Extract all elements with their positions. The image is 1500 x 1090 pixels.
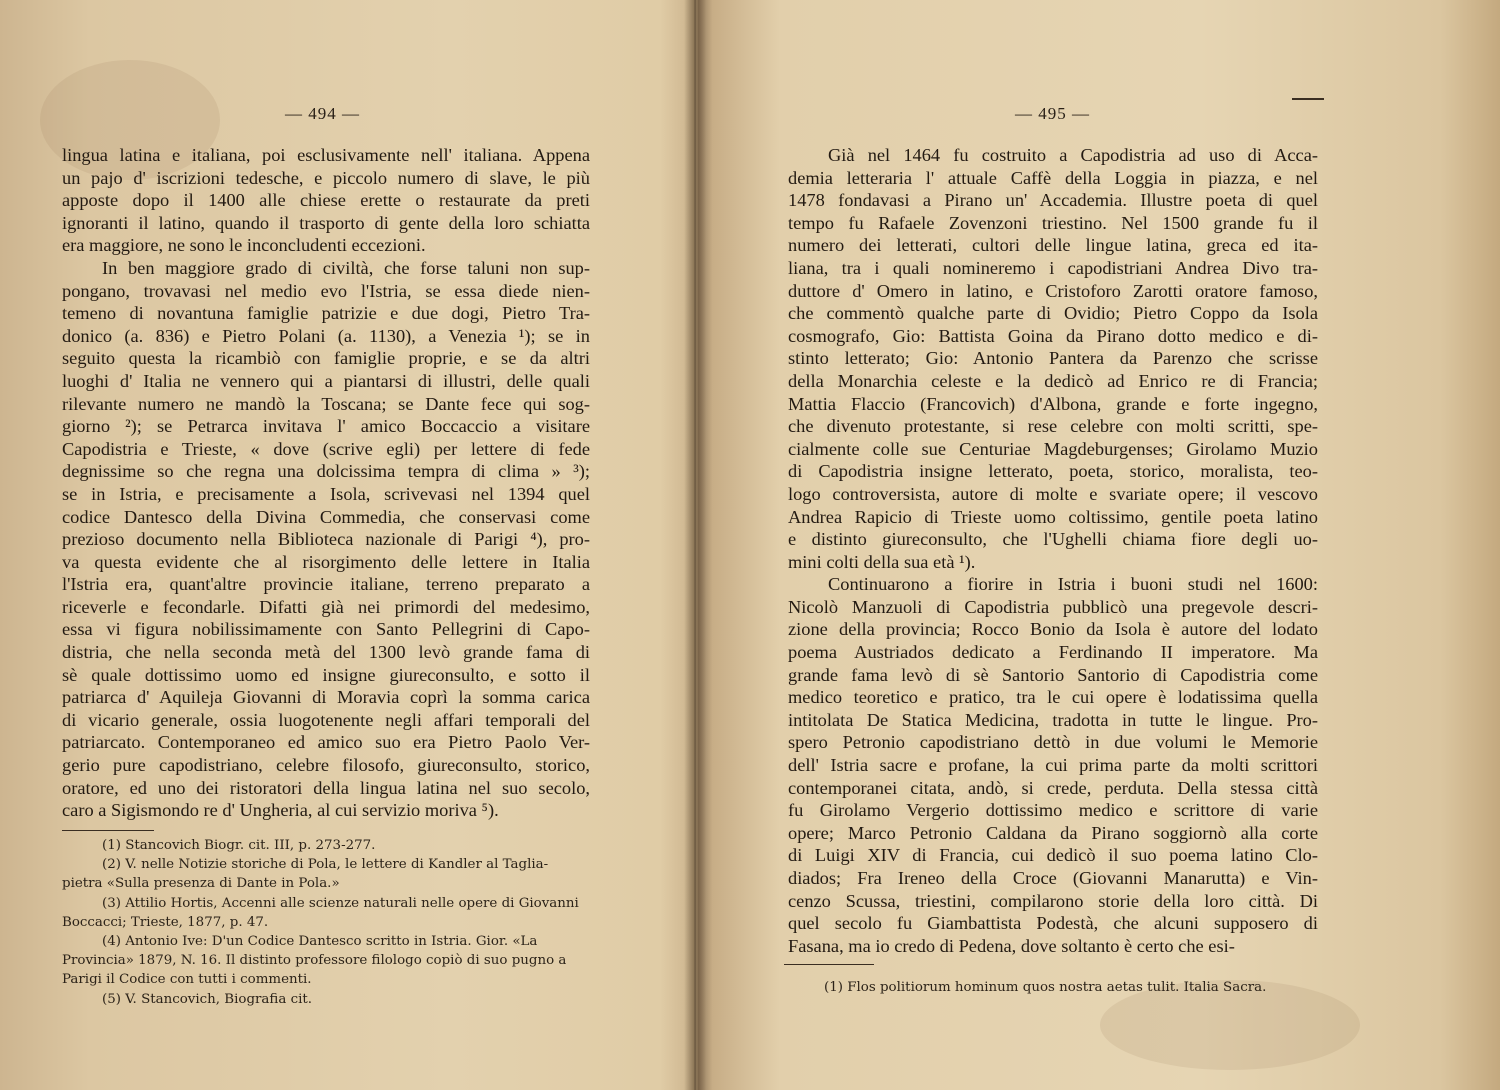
text-line: giorno ²); se Petrarca invitava l' amico Boccaccio a visitare [62, 416, 590, 437]
text-line: Nicolò Manzuoli di Capodistria pubblicò una pregevole descri- [788, 596, 1318, 617]
text-line: zione della provincia; Rocco Bonio da Isola è autore del lodato [788, 619, 1318, 640]
text-line: essa vi figura nobilissimamente con Santo Pellegrini di Capo- [62, 619, 590, 640]
text-line: che commentò qualche parte di Ovidio; Pietro Coppo da Isola [788, 303, 1318, 324]
text-line: poema Austriados dedicato a Ferdinando II imperatore. Ma [788, 642, 1318, 663]
text-line: duttore d' Omero in latino, e Cristoforo Zarotti oratore famoso, [788, 280, 1318, 301]
text-line: va questa evidente che al risorgimento delle lettere in Italia [62, 551, 590, 572]
left-page [0, 0, 690, 1090]
text-line: tempo fu Rafaele Zovenzoni triestino. Nel 1500 grande fu il [788, 212, 1318, 233]
footnotes [784, 978, 1320, 997]
text-line: distria, che nella seconda metà del 1300 levò grande fama di [62, 642, 590, 663]
text-line: logo controversista, autore di molte e svariate opere; il vescovo [788, 483, 1318, 504]
text-line: quel secolo fu Giambattista Podestà, che alcuni supposero di [788, 913, 1318, 934]
footnote-line: Boccacci; Trieste, 1877, p. 47. [62, 914, 269, 930]
text-line: Mattia Flaccio (Francovich) d'Albona, grande e forte ingegno, [788, 393, 1318, 414]
text-line: cenzo Scussa, triestini, compilarono storie della loro città. Di [788, 890, 1318, 911]
text-line: liana, tra i quali nomineremo i capodistriani Andrea Divo tra- [788, 257, 1318, 278]
right-page [700, 0, 1500, 1090]
text-line: grande fama levò di sè Santorio Santorio di Capodistria come [788, 664, 1318, 685]
footnote-line: (1) Stancovich Biogr. cit. III, p. 273-277. [102, 838, 376, 853]
text-line: numero dei letterati, cultori delle lingue latina, greca ed ita- [788, 235, 1318, 256]
text-line: era maggiore, ne sono le inconcludenti eccezioni. [62, 235, 426, 256]
text-line: demia letteraria l' attuale Caffè della Loggia in piazza, e nel [788, 167, 1318, 188]
text-line: temeno di novantuna famiglie patrizie e due dogi, Pietro Tra- [62, 303, 590, 324]
footnote-line: (3) Attilio Hortis, Accenni alle scienze naturali nelle opere di Giovanni [102, 895, 579, 911]
text-line: riceverle e fecondarle. Difatti già nei primordi del medesimo, [62, 596, 590, 617]
text-line: seguito questa la ricambiò con famiglie proprie, e se da altri [62, 348, 590, 369]
text-line: medico teoretico e pratico, tra le cui opere è lodatissima quella [788, 687, 1318, 708]
page-number: — 495 — [1015, 104, 1090, 123]
text-line: In ben maggiore grado di civiltà, che forse taluni non sup- [102, 257, 590, 278]
text-line: diados; Fra Ireneo della Croce (Giovanni Manarutta) e Vin- [788, 868, 1318, 888]
text-line: patriarcato. Contemporaneo ed amico suo era Pietro Paolo Ver- [62, 732, 590, 753]
text-line: fu Girolamo Vergerio dottissimo medico e scrittore di varie [788, 800, 1318, 821]
text-line: caro a Sigismondo re d' Ungheria, al cui servizio moriva ⁵). [62, 800, 499, 821]
text-line: dell' Istria sacre e profane, la cui prima parte da molti scrittori [788, 755, 1318, 776]
page-number: — 494 — [285, 104, 360, 123]
text-line: apposte dopo il 1400 alle chiese erette o restaurate da preti [62, 190, 590, 211]
text-line: cialmente colle sue Centuriae Magdeburgenses; Girolamo Muzio [788, 438, 1318, 459]
text-line: lingua latina e italiana, poi esclusivamente nell' italiana. Appena [62, 145, 590, 165]
text-line: patriarca d' Aquileja Giovanni di Moravia coprì la somma carica [62, 687, 590, 708]
text-line: opere; Marco Petronio Caldana da Pirano soggiornò alla corte [788, 822, 1318, 843]
text-line: e distinto giureconsulto, che l'Ughelli chiama fiore degli uo- [788, 529, 1318, 550]
text-line: intitolata De Statica Medicina, tradotta in tutte le lingue. Pro- [788, 709, 1318, 730]
footnote-rule [62, 830, 154, 831]
text-line: gerio pure capodistriano, celebre filosofo, giureconsulto, storico, [62, 755, 590, 776]
text-line: ignoranti il latino, quando il trasporto di gente della loro schiatta [62, 212, 590, 233]
footnote-line: (5) V. Stancovich, Biografia cit. [102, 991, 313, 1007]
text-line: stinto letterato; Gio: Antonio Pantera da Parenzo che scrisse [788, 348, 1318, 369]
corner-mark [1292, 98, 1324, 100]
page-body [788, 144, 1318, 957]
text-line: di vicario generale, ossia luogotenente negli affari temporali del [62, 709, 590, 730]
text-line: luoghi d' Italia ne vennero qui a piantarsi di illustri, delle quali [62, 370, 590, 391]
text-line: un pajo d' iscrizioni tedesche, e piccolo numero di slave, le più [62, 167, 590, 188]
text-line: Fasana, ma io credo di Pedena, dove soltanto è certo che esi- [788, 935, 1235, 956]
text-line: sè quale dottissimo uomo ed insigne giureconsulto, e sotto il [62, 664, 590, 685]
page-body [62, 144, 590, 822]
text-line: prezioso documento nella Biblioteca nazionale di Parigi ⁴), pro- [62, 529, 590, 550]
footnotes [62, 836, 598, 1009]
text-line: contemporanei citata, andò, si crede, perduta. Della stessa città [788, 777, 1318, 798]
text-line: pongano, trovavasi nel medio evo l'Istria, se essa diede nien- [62, 280, 590, 301]
text-line: di Capodistria insigne letterato, poeta, storico, moralista, teo- [788, 461, 1318, 482]
text-line: Continuarono a fiorire in Istria i buoni studi nel 1600: [828, 574, 1318, 595]
text-line: se in Istria, e precisamente a Isola, scrivevasi nel 1394 quel [62, 483, 590, 504]
text-line: donico (a. 836) e Pietro Polani (a. 1130), a Venezia ¹); se in [62, 325, 590, 346]
footnote-line: (4) Antonio Ive: D'un Codice Dantesco scritto in Istria. Gior. «La [102, 934, 538, 950]
text-line: spero Petronio capodistriano dettò in due volumi le Memorie [788, 732, 1318, 753]
text-line: l'Istria era, quant'altre provincie italiane, terreno preparato a [62, 574, 590, 595]
text-line: della Monarchia celeste e la dedicò ad Enrico re di Francia; [788, 370, 1318, 391]
footnote-line: pietra «Sulla presenza di Dante in Pola.» [62, 876, 340, 892]
text-line: Andrea Rapicio di Trieste uomo coltissimo, gentile poeta latino [788, 506, 1318, 527]
footnote-line: Parigi il Codice con tutti i commenti. [62, 972, 312, 988]
text-line: 1478 fondavasi a Pirano un' Accademia. Illustre poeta di quel [788, 190, 1318, 211]
footnote-line: (1) Flos politiorum hominum quos nostra aetas tulit. Italia Sacra. [824, 980, 1267, 995]
text-line: di Luigi XIV di Francia, cui dedicò il suo poema latino Clo- [788, 845, 1318, 866]
text-line: oratore, ed uno dei ristoratori della lingua latina nel suo secolo, [62, 777, 590, 798]
text-line: rilevante numero ne mandò la Toscana; se Dante fece qui sog- [62, 393, 590, 414]
text-line: Già nel 1464 fu costruito a Capodistria ad uso di Acca- [828, 145, 1318, 165]
text-line: degnissime so che regna una dolcissima tempra di clima » ³); [62, 461, 590, 482]
text-line: codice Dantesco della Divina Commedia, che conservasi come [62, 506, 590, 527]
footnote-line: (2) V. nelle Notizie storiche di Pola, le lettere di Kandler al Taglia- [102, 857, 549, 873]
text-line: Capodistria e Trieste, « dove (scrive egli) per lettere di fede [62, 438, 590, 459]
text-line: che divenuto protestante, si rese celebre con molti scritti, spe- [788, 416, 1318, 437]
footnote-rule [784, 964, 874, 965]
text-line: mini colti della sua età ¹). [788, 551, 976, 572]
footnote-line: Provincia» 1879, N. 16. Il distinto professore filologo copiò di suo pugno a [62, 953, 567, 969]
text-line: cosmografo, Gio: Battista Goina da Pirano dotto medico e di- [788, 325, 1318, 346]
